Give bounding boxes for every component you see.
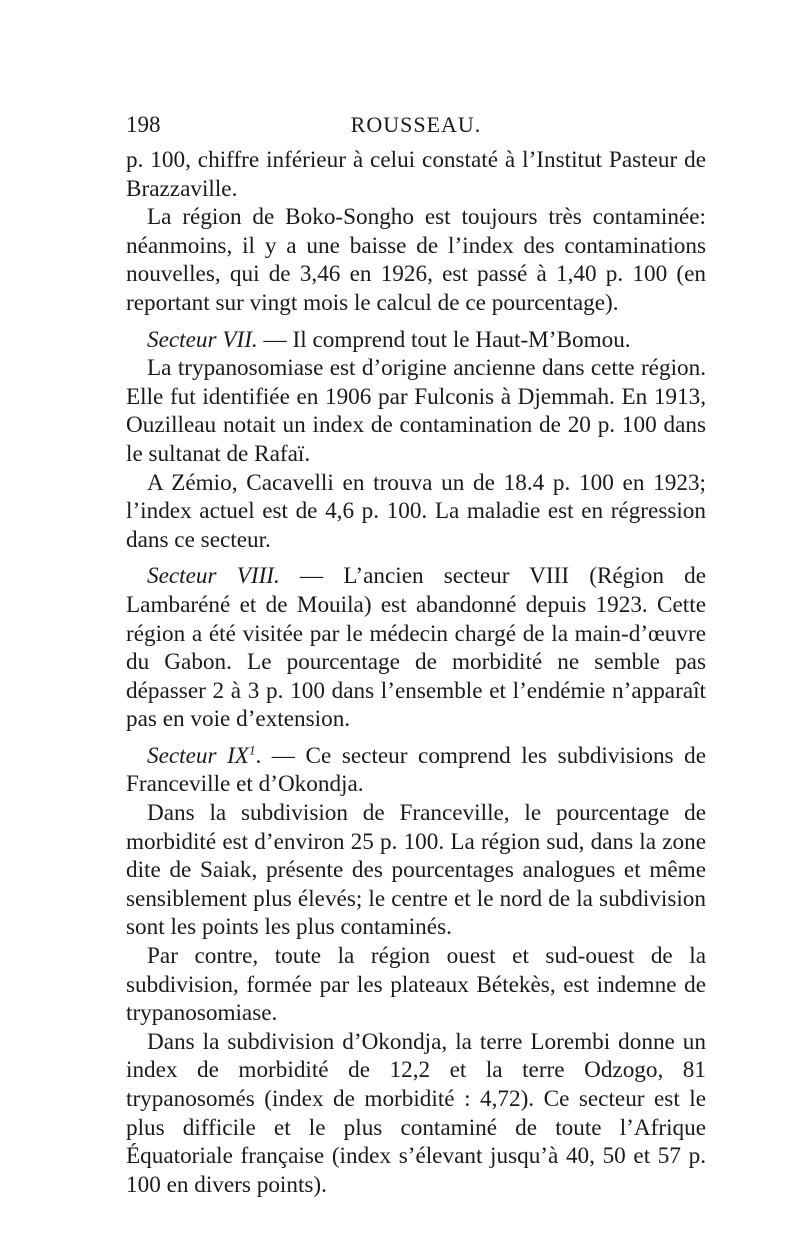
paragraph-text: — Il comprend tout le Haut-M’Bomou. bbox=[257, 326, 631, 353]
paragraph-secteur-ix bbox=[126, 742, 706, 799]
paragraph-trypanosomiase bbox=[126, 354, 706, 468]
paragraph-okondja bbox=[126, 1028, 706, 1200]
paragraph-boko-songho bbox=[126, 203, 706, 317]
page-number: 198 bbox=[126, 112, 161, 137]
paragraph-par-contre bbox=[126, 942, 706, 1028]
body-text bbox=[126, 146, 706, 1199]
paragraph-secteur-vii bbox=[126, 326, 706, 355]
running-title: ROUSSEAU. bbox=[350, 112, 482, 137]
sector-heading: Secteur IX bbox=[147, 742, 249, 769]
paragraph-text: — L’ancien secteur VIII (Région de Lambaréné et de Mouila) est abandonné depuis 1923. Cette région a été visitée par le médecin chargé de la main-d’œuvre du Gabon. Le pourcentage de morbidité ne semble pas dépasser 2 à 3 p. 100 dans l’ensemble et l’endémie n’apparaît pas en voie d’extension. bbox=[126, 563, 707, 733]
footnote-marker: 1 bbox=[248, 742, 256, 758]
paragraph-text: A Zémio, Cacavelli en trouva un de 18.4 p. 100 en 1923; l’index actuel est de 4,6 p. 100. La maladie est en régression dans ce secteur. bbox=[126, 469, 706, 553]
paragraph-text: . — Ce secteur comprend les subdivisions de Franceville et d’Okondja. bbox=[126, 742, 707, 798]
paragraph-zemio bbox=[126, 469, 706, 555]
paragraph-text: La région de Boko-Songho est toujours très contaminée: néanmoins, il y a une baisse de l’index des contaminations nouvelles, qui de 3,46 en 1926, est passé à 1,40 p. 100 (en reportant sur vingt mois le calcul de ce pourcentage). bbox=[126, 204, 706, 316]
paragraph-text: La trypanosomiase est d’origine ancienne dans cette région. Elle fut identifiée en 1906 par Fulconis à Djemmah. En 1913, Ouzilleau notait un index de contamination de 20 p. 100 dans le sultanat de Rafaï. bbox=[126, 355, 706, 467]
paragraph-franceville bbox=[126, 799, 706, 942]
paragraph-text: Dans la subdivision de Franceville, le pourcentage de morbidité est d’environ 25 p. 100. La région sud, dans la zone dite de Saiak, présente des pourcentages analogues et même sensiblement plus élevés; le centre et le nord de la subdivision sont les points les plus contaminés. bbox=[126, 800, 706, 941]
paragraph-text: Dans la subdivision d’Okondja, la terre Lorembi donne un index de morbidité de 12,2 et la terre Odzogo, 81 trypanosomés (index de morbidité : 4,72). Ce secteur est le plus difficile et le plus contaminé de toute l’Afrique Équatoriale française (index s’élevant jusqu’à 40, 50 et 57 p. 100 en divers points). bbox=[126, 1028, 706, 1198]
paragraph-secteur-viii bbox=[126, 562, 706, 734]
sector-heading: Secteur VIII. bbox=[147, 563, 280, 590]
sector-heading: Secteur VII. bbox=[147, 326, 258, 353]
document-page bbox=[126, 0, 706, 1245]
paragraph-text: p. 100, chiffre inférieur à celui constaté à l’Institut Pasteur de Brazzaville. bbox=[126, 147, 706, 202]
running-header bbox=[126, 112, 706, 142]
paragraph-continuation bbox=[126, 146, 706, 203]
paragraph-text: Par contre, toute la région ouest et sud-ouest de la subdivision, formée par les plateaux Bétekès, est indemne de trypanosomiase. bbox=[126, 943, 706, 1027]
